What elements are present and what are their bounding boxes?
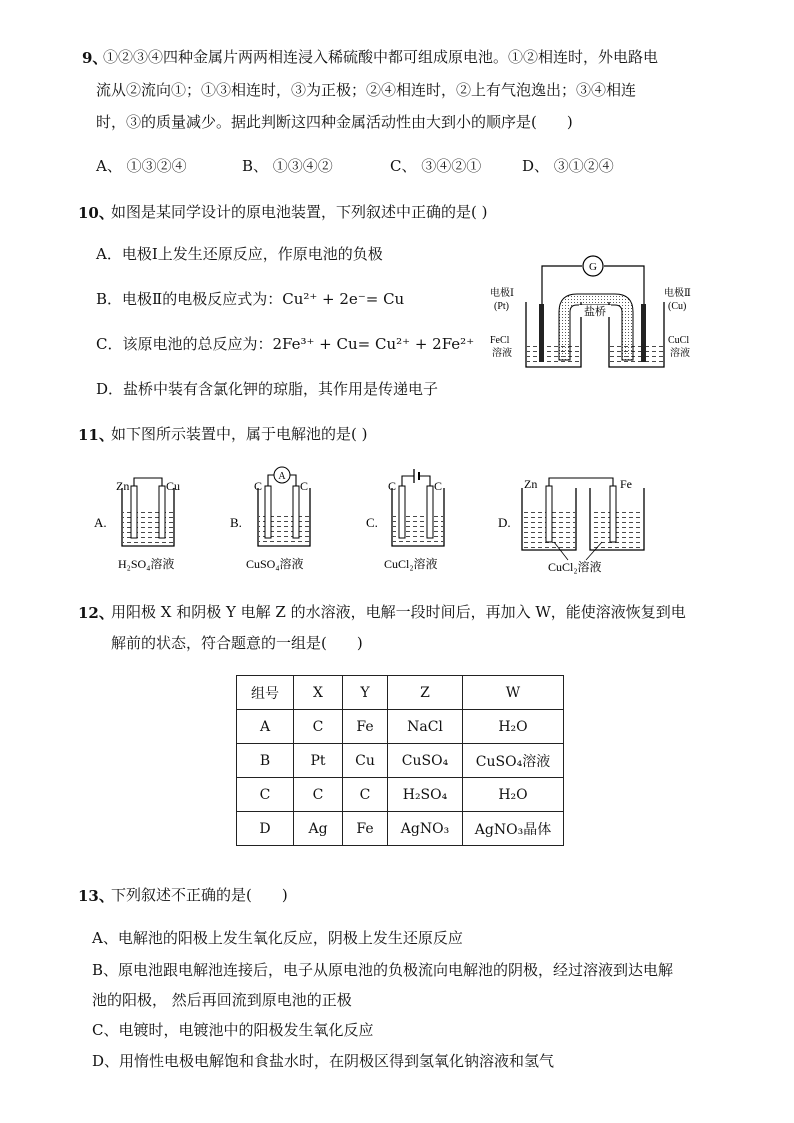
electrode-label: Zn — [116, 479, 130, 493]
table-header: Z — [388, 676, 463, 710]
question-number: 10、 — [78, 204, 114, 222]
table-cell: H₂O — [463, 710, 564, 744]
table-cell: Ag — [294, 812, 343, 846]
solution-2-label: CuCl — [668, 335, 690, 346]
table-cell: H₂O — [463, 778, 564, 812]
question-text: 解前的状态，符合题意的一组是( ) — [111, 634, 363, 652]
table-cell: CuSO₄ — [388, 744, 463, 778]
table-header: Y — [343, 676, 388, 710]
apparatus-c — [364, 464, 474, 576]
solution-2-label: 溶液 — [670, 348, 690, 359]
electrode-2 — [641, 304, 646, 362]
solution-label: CuCl₂溶液 — [384, 557, 438, 571]
question-text: ①②③④四种金属片两两相连浸入稀硫酸中都可组成原电池。①②相连时，外电路电 — [103, 48, 659, 66]
electrode-label: Cu — [166, 479, 181, 493]
table-header: X — [294, 676, 343, 710]
electrode-label: Zn — [524, 477, 538, 491]
table-cell: AgNO₃ — [388, 812, 463, 846]
question-text: 用阳极 X 和阴极 Y 电解 Z 的水溶液，电解一段时间后，再加入 W，能使溶液恢复到电 — [111, 603, 686, 621]
table-cell: AgNO₃晶体 — [463, 812, 564, 846]
table-cell: Cu — [343, 744, 388, 778]
solution-1-label: 溶液 — [492, 348, 512, 359]
table-header: W — [463, 676, 564, 710]
table-row — [237, 744, 564, 778]
question-text: 流从②流向①；①③相连时，③为正极；②④相连时，②上有气泡逸出；③④相连 — [96, 81, 637, 99]
galvanometer-label: G — [589, 261, 597, 273]
option-a: A、 ①③②④ — [96, 157, 187, 175]
table-cell: D — [237, 812, 294, 846]
electrode-label: C — [388, 479, 397, 493]
table-cell: Fe — [343, 710, 388, 744]
option-c: C．该原电池的总反应为：2Fe³⁺ + Cu= Cu²⁺ + 2Fe²⁺ — [96, 335, 475, 353]
table-cell: Pt — [294, 744, 343, 778]
solution-label: H₂SO₄溶液 — [118, 557, 175, 571]
apparatus-d — [496, 470, 656, 576]
table-cell: NaCl — [388, 710, 463, 744]
question-text: 下列叙述不正确的是( ) — [111, 886, 288, 904]
option-c: C、 ③④②① — [390, 157, 482, 175]
electrode-2-label: 电极Ⅱ — [664, 288, 691, 299]
option-label: A. — [94, 515, 107, 530]
table-cell: C — [294, 710, 343, 744]
option-d: D、用惰性电极电解饱和食盐水时，在阴极区得到氢氧化钠溶液和氢气 — [92, 1052, 555, 1070]
electrode-label: C — [434, 479, 443, 493]
table-cell: C — [237, 778, 294, 812]
ammeter-label: A — [278, 471, 286, 482]
option-c: C、电镀时，电镀池中的阳极发生氧化反应 — [92, 1021, 374, 1039]
salt-bridge-label: 盐桥 — [584, 306, 606, 318]
option-label: C. — [366, 515, 378, 530]
electrode-label: C — [300, 479, 309, 493]
table-cell: Fe — [343, 812, 388, 846]
apparatus-b — [228, 464, 338, 576]
option-a: A．电极Ⅰ上发生还原反应，作原电池的负极 — [96, 245, 383, 263]
question-text: 时，③的质量减少。据此判断这四种金属活动性由大到小的顺序是( ) — [96, 113, 573, 131]
question-text: 如图是某同学设计的原电池装置，下列叙述中正确的是( ) — [111, 203, 488, 221]
question-number: 9、 — [82, 49, 108, 67]
electrode-label: C — [254, 479, 263, 493]
table-cell: A — [237, 710, 294, 744]
table-header: 组号 — [237, 676, 294, 710]
solution-label: CuCl₂溶液 — [548, 560, 602, 574]
table-cell: CuSO₄溶液 — [463, 744, 564, 778]
question-number: 11、 — [78, 426, 114, 444]
table-cell: H₂SO₄ — [388, 778, 463, 812]
option-a: A、电解池的阳极上发生氧化反应，阴极上发生还原反应 — [92, 929, 463, 947]
option-b: B．电极Ⅱ的电极反应式为：Cu²⁺ + 2e⁻= Cu — [96, 290, 405, 308]
table-row — [237, 812, 564, 846]
table-cell: C — [294, 778, 343, 812]
table-row — [237, 710, 564, 744]
table-cell: B — [237, 744, 294, 778]
option-d: D．盐桥中装有含氯化钾的琼脂，其作用是传递电子 — [96, 380, 439, 398]
option-b: B、 ①③④② — [242, 157, 333, 175]
option-label: B. — [230, 515, 242, 530]
data-table — [236, 675, 564, 846]
question-number: 12、 — [78, 604, 114, 622]
option-d: D、 ③①②④ — [522, 157, 614, 175]
electrode-1 — [539, 304, 544, 362]
electrode-2-material: (Cu) — [668, 301, 687, 312]
solution-label: CuSO₄溶液 — [246, 557, 304, 571]
electrode-1-label: 电极Ⅰ — [490, 288, 514, 299]
question-text: 如下图所示装置中，属于电解池的是( ) — [111, 425, 368, 443]
galvanic-cell-diagram — [484, 254, 714, 376]
electrode-label: Fe — [620, 477, 632, 491]
table-header-row — [237, 676, 564, 710]
solution-1-label: FeCl — [490, 335, 510, 346]
table-cell: C — [343, 778, 388, 812]
apparatus-a — [92, 470, 202, 576]
question-number: 13、 — [78, 887, 114, 905]
table-row — [237, 778, 564, 812]
option-b: B、原电池跟电解池连接后，电子从原电池的负极流向电解池的阴极，经过溶液到达电解 — [92, 961, 674, 979]
option-b: 池的阳极， 然后再回流到原电池的正极 — [92, 991, 352, 1009]
electrode-1-material: (Pt) — [494, 301, 509, 312]
option-label: D. — [498, 515, 511, 530]
